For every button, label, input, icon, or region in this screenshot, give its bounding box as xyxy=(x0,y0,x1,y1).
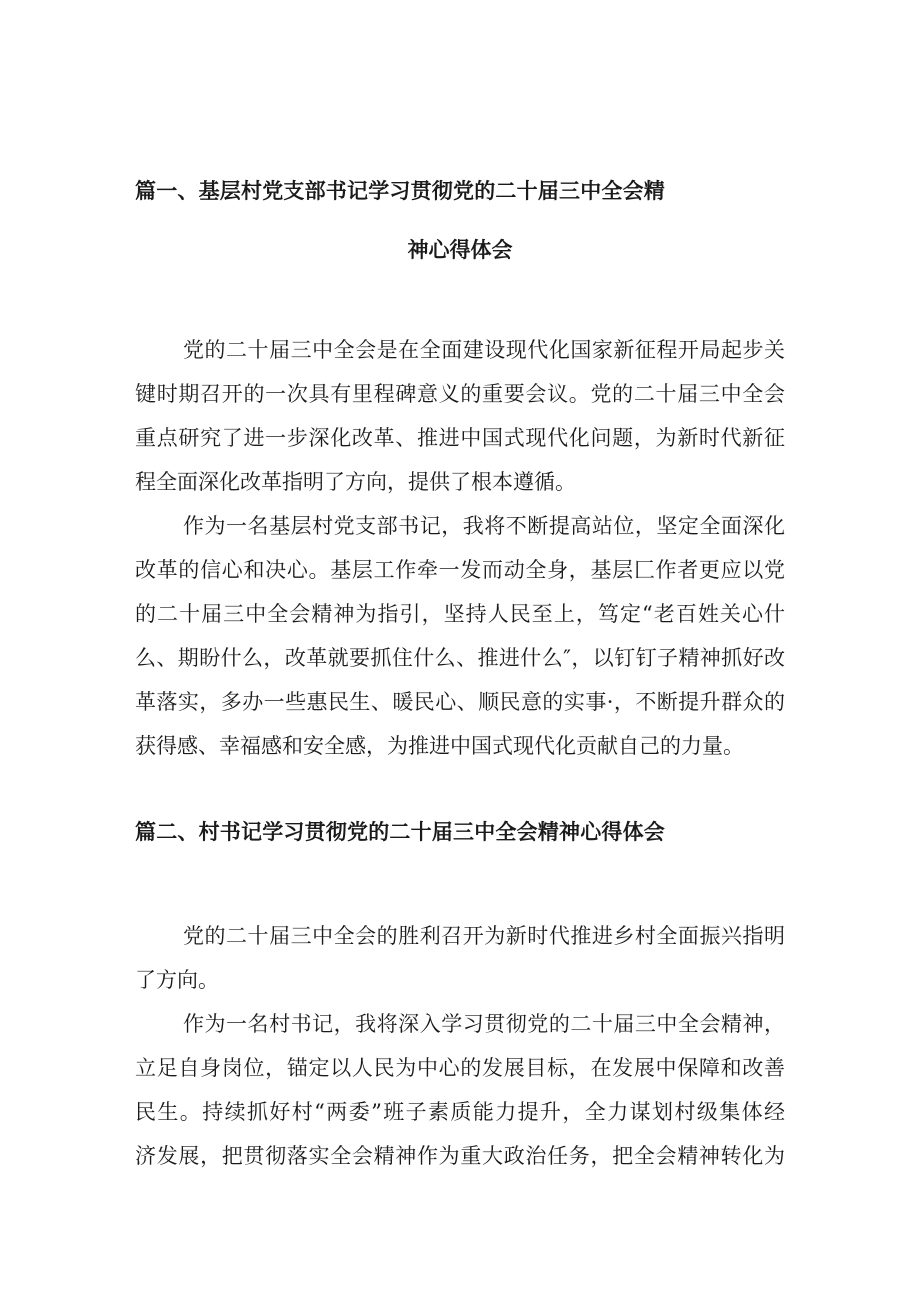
text-line: 民生。持续抓好村“两委”班子素质能力提升，全力谋划村级集体经 xyxy=(135,1100,785,1124)
text-line: 党的二十届三中全会的胜利召开为新时代推进乡村全面振兴指明 xyxy=(183,924,785,948)
text-line: 键时期召开的一次具有里程碑意义的重要会议。党的二十届三中全会 xyxy=(135,382,785,406)
text-line: 改革的信心和决心。基层工作牵一发而动全身，基层匚作者更应以党 xyxy=(135,558,785,582)
text-line: 了方向。 xyxy=(135,968,219,992)
section1-paragraph-1 xyxy=(135,328,785,504)
text-line: 么、期盼什么，改革就要抓住什么、推进什么″，以钉钉子精神抓好改 xyxy=(135,646,785,670)
text-line: 程全面深化改革指明了方向，提供了根本遵循。 xyxy=(135,470,576,494)
text-line: 立足自身岗位，锚定以人民为中心的发展目标，在发展中保障和改善 xyxy=(135,1056,785,1080)
section2-paragraph-2 xyxy=(135,1002,785,1178)
section2-paragraph-1 xyxy=(135,914,785,1002)
section1-title-line2: 神心得体会 xyxy=(407,238,513,262)
text-line: 革落实，多办一些惠民生、暖民心、顺民意的实事·，不断提升群众的 xyxy=(135,690,785,714)
text-line: 的二十届三中全会精神为指引，坚持人民至上，笃定“老百姓关心什 xyxy=(135,602,785,626)
text-line: 作为一名村书记，我将深入学习贯彻党的二十届三中全会精神， xyxy=(183,1012,785,1036)
text-line: 济发展，把贯彻落实全会精神作为重大政治任务，把全会精神转化为 xyxy=(135,1144,785,1168)
text-line: 获得感、幸福感和安全感，为推进中国式现代化贡献自己的力量。 xyxy=(135,734,744,758)
section1-title-line1: 篇一、基层村党支部书记学习贯彻党的二十届三中全会精 xyxy=(135,179,665,203)
text-line: 重点研究了进一步深化改革、推进中国式现代化问题，为新时代新征 xyxy=(135,426,785,450)
text-line: 作为一名基层村党支部书记，我将不断提高站位，坚定全面深化 xyxy=(183,514,785,538)
section2-title: 篇二、村书记学习贯彻党的二十届三中全会精神心得体会 xyxy=(135,820,665,844)
section1-paragraph-2 xyxy=(135,504,785,768)
text-line: 党的二十届三中全会是在全面建设现代化国家新征程开局起步关 xyxy=(183,338,785,362)
